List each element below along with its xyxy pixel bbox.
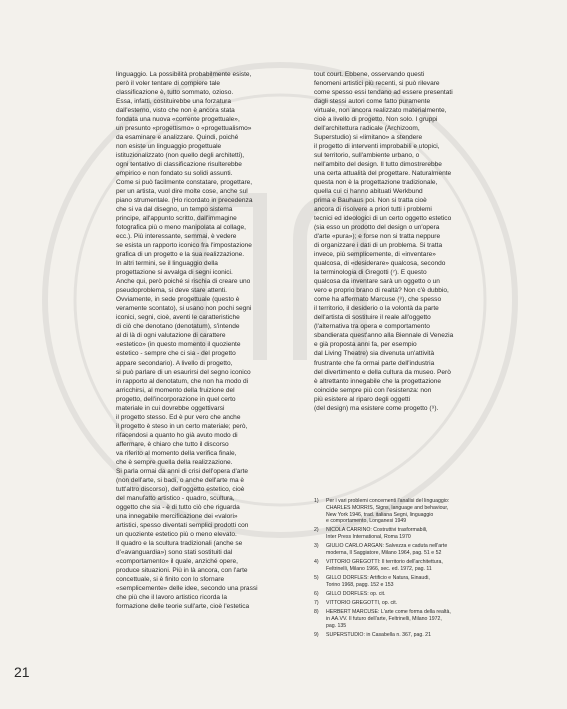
text-line: per un artista, vuol dire molte cose, anche sul — [116, 188, 248, 196]
footnote-number: 3) — [314, 543, 319, 550]
text-line: è altrettanto innegabile che la progettazione — [314, 377, 442, 385]
text-line: da esaminare e analizzare. Quindi, poiché — [116, 134, 239, 142]
text-line: che più che il lavoro artistico ricorda la — [116, 593, 227, 601]
text-line: come spesso essi tendano ad essere presentati — [314, 89, 453, 97]
text-line: istituzionalizzato (non quello degli architetti), — [116, 152, 245, 160]
left-text-column — [116, 70, 292, 611]
text-line: concettuale, si è finito con lo sfornare — [116, 575, 225, 583]
text-line: qualcosa, di «desiderare» qualcosa, secondo — [314, 260, 446, 268]
footnote-text — [326, 609, 514, 629]
footnote-line: CHARLES MORRIS, Signs, language and behaviour, — [326, 504, 449, 511]
footnote-text — [326, 591, 514, 598]
text-line: estetico - sempre che ci sia - del progetto — [116, 350, 236, 358]
footnote-line: SUPERSTUDIO: in Casabella n. 367, pag. 21 — [326, 631, 431, 638]
text-line: grafica di un progetto e la sua realizzazione. — [116, 251, 245, 259]
page-number: 21 — [14, 664, 30, 680]
text-line: produce situazioni. Più in là ancora, con l'arte — [116, 566, 248, 574]
footnote-line: NICOLA CARRINO: Costruttivi trasformabili, — [326, 527, 428, 534]
footnote-text — [326, 498, 514, 525]
footnote-text — [326, 575, 514, 589]
footnote-text — [326, 559, 514, 573]
text-line: e già proposta anni fa, per esempio — [314, 341, 417, 349]
text-line: affermare, è chiaro che tutto il discorso — [116, 440, 229, 448]
text-line: dall'esterno, visto che non è ancora stata — [116, 107, 235, 115]
text-line: arricchirsi, al momento della fruizione del — [116, 386, 235, 394]
footnote-number: 8) — [314, 609, 319, 616]
footnote — [314, 498, 514, 525]
footnote — [314, 543, 514, 557]
text-line: il territorio, il desiderio o la volontà da parte — [314, 305, 439, 313]
text-line: un presunto «progettismo» o «progettualismo» — [116, 125, 252, 133]
text-line: pseudoproblema, si deve stare attenti. — [116, 287, 227, 295]
text-line: piano strumentale. (Ho ricordato in precedenza — [116, 197, 253, 205]
text-line: invece, più semplicemente, di «inventare» — [314, 251, 436, 259]
text-line: nell'ambito del design. Il tutto dimostrerebbe — [314, 161, 442, 169]
footnote-number: 1) — [314, 498, 319, 504]
text-line: più esistere al riparo degli oggetti — [314, 395, 411, 403]
text-line: virtuale, non ancora realizzato materialmente, — [314, 107, 447, 115]
footnote-line: Per i vari problemi concernenti l'analisi del linguaggio: — [326, 498, 450, 504]
text-line: formazione delle teorie sull'arte, cioè l'estetica — [116, 602, 250, 610]
text-line: una innegabile mercificazione dei «valori» — [116, 512, 238, 520]
text-line: di ciò che denotano (denotatum), s'intende — [116, 323, 240, 331]
text-line: (non dell'arte, si badi, o anche dell'arte ma è — [116, 476, 245, 484]
text-line: iconici, segni, cioè, aventi le caratteristiche — [116, 314, 240, 322]
text-line: di organizzare i dati di un problema. Si tratta — [314, 242, 443, 250]
text-line: fenomeni artistici più recenti, si può rilevare — [314, 80, 440, 88]
text-line: materiale in cui dovrebbe oggettivarsi — [116, 404, 225, 412]
footnote-text — [326, 543, 514, 557]
text-line: artistici, spesso diventati semplici prodotti con — [116, 521, 249, 529]
text-line: d'arte «pura»); e forse non si tratta neppure — [314, 233, 441, 241]
footnote-text — [326, 632, 514, 639]
footnote-number: 2) — [314, 527, 319, 534]
footnote — [314, 632, 514, 639]
text-line: «comportamento» il quale, anziché opere, — [116, 557, 238, 565]
text-line: Anche qui, però poiché si rischia di creare uno — [116, 278, 251, 286]
text-line: che è sempre quella della realizzazione. — [116, 458, 233, 466]
text-line: dal Living Theatre) sia divenuta un'attività — [314, 350, 435, 358]
footnote — [314, 559, 514, 573]
text-line: sbandierata quest'anno alla Biennale di Venezia — [314, 332, 454, 340]
footnote-line: Inter Press International, Roma 1970 — [326, 534, 411, 541]
text-line: veramente scontato), si usano non pochi segni — [116, 305, 252, 313]
text-line: (del design) ma esistere come progetto (⁹). — [314, 404, 439, 412]
text-line: vero e proprio brano di realtà? Non c'è dubbio, — [314, 287, 449, 295]
footnote — [314, 609, 514, 629]
text-line: che si va dal disegno, un tempo sistema — [116, 206, 233, 214]
text-line: Superstudio) si «limitano» a stendere — [314, 134, 423, 142]
text-line: dell'architettura radicale (Archizoom, — [314, 125, 420, 133]
footnote-line: VITTORIO GREGOTTI: Il territorio dell'architettura, — [326, 559, 443, 566]
footnote-line: GIULIO CARLO ARGAN: Salvezza e caduta nell'arte — [326, 543, 448, 550]
text-line: se esista un rapporto iconico fra l'impostazione — [116, 242, 252, 250]
text-line: fotografica più o meno manipolata al collage, — [116, 224, 246, 232]
text-line: Il quadro e la scultura tradizionali (anche se — [116, 539, 243, 547]
text-line: sul territorio, sull'ambiente urbano, o — [314, 152, 420, 160]
text-line: (l'alternativa tra opera e comportamento — [314, 323, 430, 331]
text-line: d'«avanguardia») sono stati sostituiti dal — [116, 548, 233, 556]
footnote-number: 6) — [314, 591, 319, 598]
footnote — [314, 575, 514, 589]
footnote-line: GILLO DORFLES: op. cit. — [326, 591, 386, 598]
text-line: prima e Bauhaus poi. Non si tratta cioè — [314, 197, 427, 205]
text-line: frustrante che fa ormai parte dell'industria — [314, 359, 435, 367]
text-line: al di là di ogni valutazione di carattere — [116, 332, 226, 340]
footnote-line: Torino 1968, pagg. 152 e 153 — [326, 581, 394, 588]
text-line: questa non è la progettazione tradizionale, — [314, 179, 438, 187]
text-line: Si parla ormai da anni di crisi dell'opera d'arte — [116, 467, 249, 475]
footnote-line: moderna, Il Saggiatore, Milano 1964, pag. 51 e 52 — [326, 550, 442, 557]
text-line: dell'artista di sostituire il reale all'oggetto — [314, 314, 431, 322]
footnote — [314, 527, 514, 541]
text-line: «estetico» (in questo momento il quoziente — [116, 341, 241, 349]
text-line: il progetto di interventi improbabili e utopici, — [314, 143, 440, 151]
footnote-line: pag. 135 — [326, 622, 347, 629]
text-line: ogni tentativo di classificazione risulterebbe — [116, 161, 242, 169]
text-line: rifacendosi a quanto ho già avuto modo di — [116, 431, 238, 439]
text-line: coincide sempre più con l'esistenza: non — [314, 386, 432, 394]
text-line: tecnici ed ideologici di un certo oggetto estetico — [314, 215, 452, 223]
footnote-line: in AA.VV. Il futuro dell'arte, Feltrinelli, Milano 1972, — [326, 616, 442, 623]
footnote-line: Feltrinelli, Milano 1966, sec. ed. 1972, pag. 11 — [326, 566, 432, 573]
text-line: progetto, dell'incorporazione in quel certo — [116, 395, 236, 403]
text-line: «semplicemente» delle idee, secondo una prassi — [116, 584, 258, 592]
text-line: Essa, infatti, costituirebbe una forzatura — [116, 98, 231, 106]
footnote-line: VITTORIO GREGOTTI, op. cit. — [326, 600, 398, 607]
footnote-number: 9) — [314, 631, 319, 638]
text-line: un quoziente estetico più o meno elevato. — [116, 530, 237, 538]
text-line: qualcosa da inventare sarà un oggetto o un — [314, 278, 440, 286]
text-line: Come si può facilmente constatare, progettare, — [116, 179, 253, 187]
footnote — [314, 600, 514, 607]
text-line: il progetto è steso in un certo materiale; però, — [116, 422, 248, 430]
text-line: va riferito al momento della verifica finale, — [116, 449, 237, 457]
text-line: del manufatto artistico - quadro, scultura, — [116, 494, 235, 502]
text-line: ancora di risolvere a priori tutti i problemi — [314, 206, 432, 214]
text-line: (sia esso un prodotto del design o un'opera — [314, 224, 440, 232]
right-text-column — [314, 70, 504, 413]
text-line: oggetto che sia - è di tutto ciò che riguarda — [116, 503, 240, 511]
text-line: la terminologia di Gregotti (⁷). E questo — [314, 269, 427, 277]
footnote-line: GILLO DORFLES: Artificio e Natura, Einaudi, — [326, 575, 430, 582]
text-line: come ha affermato Marcuse (⁸), che spesso — [314, 296, 442, 304]
text-line: si può parlare di un esaurirsi del segno iconico — [116, 368, 251, 376]
text-line: empirico e non fondato su solidi assunti. — [116, 170, 233, 178]
text-line: tutt'altro discorso), dell'oggetto estetico, cioè — [116, 485, 245, 493]
text-line: progettazione si avvalga di segni iconici. — [116, 269, 233, 277]
footnote-line: e comportamento, Longanesi 1949 — [326, 518, 407, 525]
footnote-text — [326, 600, 514, 607]
text-line: dagli stessi autori come fatto puramente — [314, 98, 431, 106]
text-line: una certa attualità del progettare. Naturalmente — [314, 170, 452, 178]
footnote-number: 5) — [314, 575, 319, 582]
text-line: quella cui ci hanno abituati Werkbund — [314, 188, 423, 196]
footnotes — [314, 498, 514, 641]
footnote — [314, 591, 514, 598]
text-line: il progetto stesso. Ed è pur vero che anche — [116, 413, 241, 421]
footnote-text — [326, 527, 514, 541]
text-line: in rapporto al denotatum, che non ha modo di — [116, 377, 249, 385]
text-line: classificazione è, tutto sommato, ozioso. — [116, 89, 234, 97]
text-line: fondata una nuova «corrente progettuale», — [116, 116, 240, 124]
text-line: appare secondario). A livello di progetto, — [116, 359, 233, 367]
text-line: del divertimento e della cultura da museo. Però — [314, 368, 451, 376]
footnote-number: 7) — [314, 600, 319, 607]
footnote-number: 4) — [314, 559, 319, 566]
text-line: principe, all'appunto scritto, dall'immagine — [116, 215, 237, 223]
footnote-line: HERBERT MARCUSE: L'arte come forma della realtà, — [326, 609, 451, 616]
text-line: In altri termini, se il linguaggio della — [116, 260, 218, 268]
text-line: non esiste un linguaggio progettuale — [116, 143, 222, 151]
text-line: ecc.). Più interessante, semmai, è vedere — [116, 233, 237, 241]
text-line: linguaggio. La possibilità probabilmente esiste, — [116, 71, 252, 78]
text-line: tout court. Ebbene, osservando questi — [314, 71, 425, 78]
text-line: cioè a livello di progetto. Non solo. I gruppi — [314, 116, 438, 124]
text-line: però il voler tentare di compiere tale — [116, 80, 221, 88]
footnote-line: New York 1946, trad. italiana Segni, linguaggio — [326, 511, 434, 518]
text-line: Ovviamente, in sede progettuale (questo è — [116, 296, 240, 304]
